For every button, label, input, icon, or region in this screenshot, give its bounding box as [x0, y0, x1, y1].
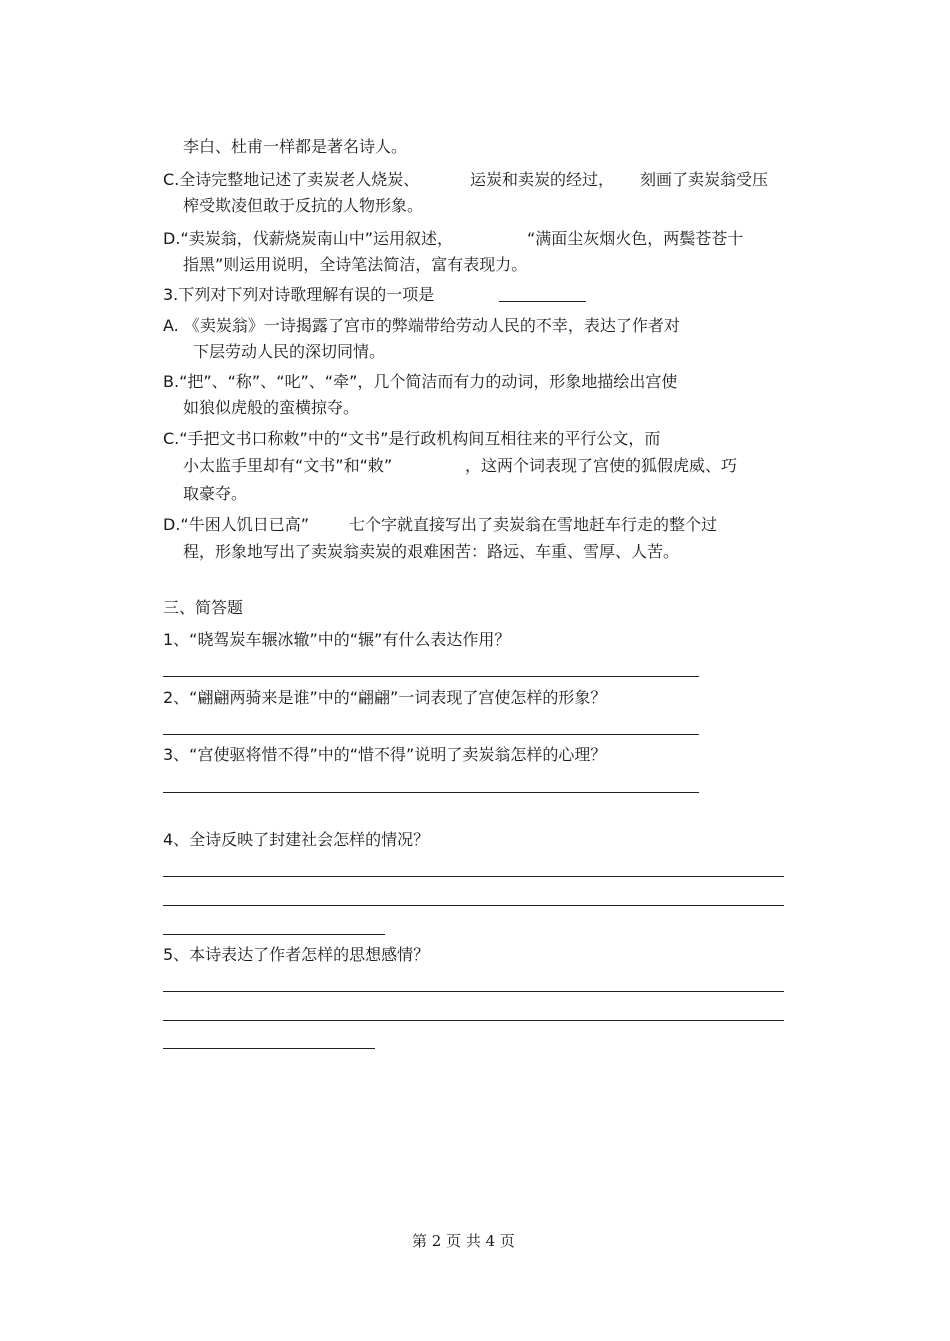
short-q4-answer-line-1[interactable] — [163, 876, 784, 877]
q3-stem: 3.下列对下列对诗歌理解有误的一项是 — [163, 285, 435, 304]
short-q2: 2、“翩翩两骑来是谁”中的“翩翩”一词表现了宫使怎样的形象？ — [163, 688, 607, 707]
q3-option-b-line2: 如狼似虎般的蛮横掠夺。 — [183, 398, 360, 417]
short-q5-answer-line-1[interactable] — [163, 991, 784, 992]
q2-option-d-line1b: “满面尘灰烟火色，两鬓苍苍十 — [527, 229, 744, 248]
q2-option-c-line1b: 运炭和卖炭的经过， — [470, 170, 615, 189]
short-q2-answer-line[interactable] — [163, 734, 699, 735]
q2-option-d-line1a: D.“卖炭翁，伐薪烧炭南山中”运用叙述， — [163, 229, 453, 248]
q2-option-d-line2: 指黑”则运用说明，全诗笔法简洁，富有表现力。 — [183, 255, 528, 274]
q3-option-c-line1: C.“手把文书口称敕”中的“文书”是行政机构间互相往来的平行公文，而 — [163, 429, 661, 448]
q3-answer-blank[interactable] — [499, 301, 586, 302]
short-q5-answer-line-2[interactable] — [163, 1020, 784, 1021]
page-number: 第 2 页 共 4 页 — [412, 1232, 515, 1250]
q3-option-b-line1: B.“把”、“称”、“叱”、“牵”，几个简洁而有力的动词，形象地描绘出宫使 — [163, 372, 678, 391]
section3-heading: 三、简答题 — [163, 598, 244, 617]
short-q4: 4、全诗反映了封建社会怎样的情况？ — [163, 830, 430, 849]
short-q1: 1、“晓驾炭车辗冰辙”中的“辗”有什么表达作用？ — [163, 630, 511, 649]
short-q3: 3、“宫使驱将惜不得”中的“惜不得”说明了卖炭翁怎样的心理？ — [163, 745, 607, 764]
q3-option-d-line2: 程，形象地写出了卖炭翁卖炭的艰难困苦：路远、车重、雪厚、人苦。 — [183, 542, 680, 561]
short-q4-answer-line-3[interactable] — [163, 934, 385, 935]
q3-option-a-line1: A. 《卖炭翁》一诗揭露了宫市的弊端带给劳动人民的不幸，表达了作者对 — [163, 316, 680, 335]
short-q3-answer-line[interactable] — [163, 792, 699, 793]
short-q1-answer-line[interactable] — [163, 676, 699, 677]
short-q4-answer-line-2[interactable] — [163, 905, 784, 906]
q3-option-a-line2: 下层劳动人民的深切同情。 — [193, 342, 386, 361]
q2-option-c-line2: 榨受欺凌但敢于反抗的人物形象。 — [183, 196, 424, 215]
q2-option-c-line1c: 刻画了卖炭翁受压 — [640, 170, 769, 189]
q3-option-c-line2a: 小太监手里却有“文书”和“敕” — [183, 456, 393, 475]
q2-option-c-line1a: C.全诗完整地记述了卖炭老人烧炭、 — [163, 170, 420, 189]
q2-option-b-tail: 李白、杜甫一样都是著名诗人。 — [183, 137, 408, 156]
q3-option-c-line2b: ，这两个词表现了宫使的狐假虎威、巧 — [465, 456, 738, 475]
short-q5-answer-line-3[interactable] — [163, 1048, 375, 1049]
short-q5: 5、本诗表达了作者怎样的思想感情？ — [163, 945, 430, 964]
q3-option-d-line1a: D.“牛困人饥日已高” — [163, 515, 309, 534]
q3-option-d-line1b: 七个字就直接写出了卖炭翁在雪地赶车行走的整个过 — [349, 515, 718, 534]
q3-option-c-line3: 取豪夺。 — [183, 484, 248, 503]
